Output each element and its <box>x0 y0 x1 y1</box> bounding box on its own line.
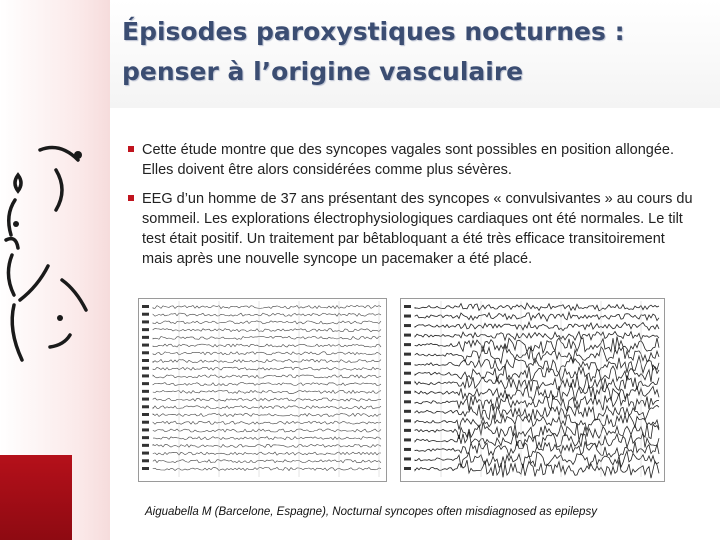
eeg-channel-trace <box>153 329 381 332</box>
red-corner-block <box>0 455 72 540</box>
slide-title-line-1: Épisodes paroxystiques nocturnes : <box>122 17 625 46</box>
eeg-channel-trace <box>415 384 659 402</box>
eeg-channel-trace <box>415 365 659 383</box>
eeg-channel-label <box>142 313 149 316</box>
eeg-channel-label <box>404 391 411 394</box>
eeg-channel-label <box>142 444 149 447</box>
eeg-trace-normal <box>138 298 387 482</box>
eeg-channel-trace <box>415 322 659 331</box>
eeg-channel-label <box>404 419 411 422</box>
eeg-channel-label <box>404 372 411 375</box>
eeg-channel-trace <box>153 375 381 378</box>
eeg-channel-label <box>142 336 149 339</box>
eeg-channel-trace <box>153 390 381 393</box>
eeg-channel-trace <box>153 367 381 370</box>
square-bullet-icon <box>128 195 134 201</box>
eeg-channel-trace <box>153 398 381 401</box>
bullet-item <box>128 189 698 269</box>
eeg-channel-trace <box>153 359 381 362</box>
eeg-channel-label <box>142 390 149 393</box>
eeg-channel-label <box>142 405 149 408</box>
eeg-channel-label <box>142 382 149 385</box>
square-bullet-icon <box>128 146 134 152</box>
eeg-channel-label <box>404 410 411 413</box>
eeg-channel-label <box>142 421 149 424</box>
eeg-channel-label <box>142 367 149 370</box>
eeg-channel-trace <box>153 413 381 416</box>
eeg-channel-label <box>404 324 411 327</box>
eeg-channel-trace <box>153 444 381 447</box>
eeg-channel-trace <box>153 452 381 455</box>
eeg-channel-label <box>142 459 149 462</box>
bullet-text: EEG d’un homme de 37 ans présentant des syncopes « convulsivantes » au cours du sommeil. Les explorations électrophysiologiques cardiaques ont été normales. Le tilt test était positif. Un traitement par bêtabloquant a été très efficace transitoirement mais après une nouvelle syncope un pacemaker a été placé. <box>142 191 693 267</box>
eeg-channel-label <box>404 400 411 403</box>
eeg-channel-trace <box>153 429 381 432</box>
eeg-channel-trace <box>153 352 381 355</box>
eeg-channel-trace <box>415 432 659 448</box>
eeg-channel-label <box>142 398 149 401</box>
eeg-channel-label <box>404 467 411 470</box>
slide-title <box>122 12 712 92</box>
bullet-text: Cette étude montre que des syncopes vagales sont possibles en position allongée. Elles doivent être alors considérées comme plus sévères. <box>142 142 675 178</box>
eeg-channel-trace <box>153 421 381 424</box>
eeg-channel-label <box>142 436 149 439</box>
eeg-channel-trace <box>153 437 381 440</box>
eeg-channel-label <box>404 305 411 308</box>
eeg-channel-label <box>142 351 149 354</box>
eeg-channel-trace <box>153 305 381 308</box>
eeg-channel-trace <box>415 312 659 321</box>
eeg-channel-trace <box>153 467 381 470</box>
bullet-list <box>128 140 698 278</box>
eeg-channel-label <box>142 428 149 431</box>
eeg-channel-label <box>404 381 411 384</box>
eeg-trace-syncope <box>400 298 665 482</box>
eeg-channel-label <box>142 467 149 470</box>
eeg-channel-label <box>142 413 149 416</box>
eeg-channel-trace <box>415 460 659 478</box>
eeg-channel-trace <box>415 393 659 411</box>
eeg-channel-trace <box>153 336 381 339</box>
eeg-channel-label <box>404 362 411 365</box>
eeg-channel-trace <box>415 332 659 341</box>
eeg-channel-trace <box>415 303 659 311</box>
eeg-channel-trace <box>415 415 659 431</box>
citation: Aiguabella M (Barcelone, Espagne), Nocturnal syncopes often misdiagnosed as epilepsy <box>145 506 597 518</box>
eeg-channel-label <box>142 374 149 377</box>
eeg-channel-trace <box>153 406 381 409</box>
eeg-channel-label <box>404 315 411 318</box>
eeg-channel-trace <box>415 451 659 468</box>
eeg-channel-label <box>142 320 149 323</box>
runner-silhouette-illustration <box>0 130 110 390</box>
eeg-channel-label <box>404 438 411 441</box>
eeg-channel-label <box>404 448 411 451</box>
eeg-channel-label <box>142 328 149 331</box>
eeg-channel-trace <box>153 313 381 316</box>
eeg-channel-label <box>404 457 411 460</box>
slide-title-line-2: penser à l’origine vasculaire <box>122 57 524 86</box>
eeg-channel-trace <box>153 344 381 347</box>
eeg-channel-label <box>404 334 411 337</box>
eeg-channel-trace <box>415 337 659 354</box>
eeg-channel-label <box>142 452 149 455</box>
eeg-channel-trace <box>153 460 381 463</box>
eeg-channel-label <box>142 305 149 308</box>
bullet-item <box>128 140 698 180</box>
eeg-channel-label <box>142 359 149 362</box>
eeg-channel-label <box>404 429 411 432</box>
eeg-channel-trace <box>153 321 381 324</box>
eeg-channel-trace <box>415 375 659 392</box>
eeg-channel-label <box>404 343 411 346</box>
eeg-channel-trace <box>415 346 659 364</box>
eeg-channel-trace <box>153 383 381 386</box>
eeg-channel-label <box>404 353 411 356</box>
eeg-channel-label <box>142 344 149 347</box>
